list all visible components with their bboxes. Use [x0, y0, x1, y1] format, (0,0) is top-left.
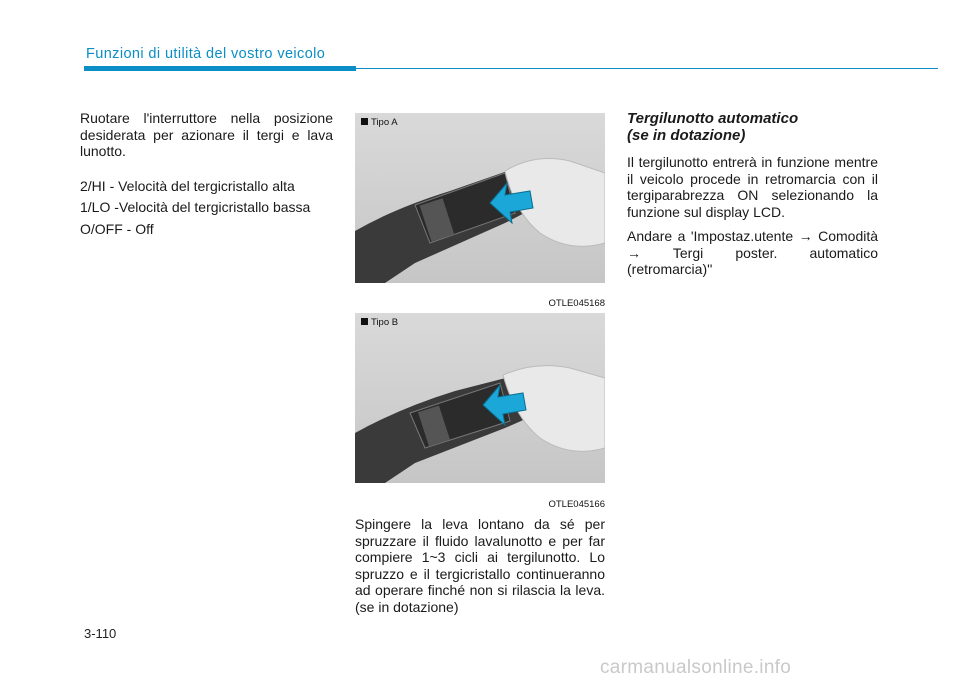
- list-item-value-text: Velocità del tergicristallo bassa: [118, 199, 311, 215]
- figure-label: [361, 317, 398, 328]
- figure-label: [361, 117, 398, 128]
- figure-code: OTLE045168: [548, 298, 605, 309]
- auto-wiper-paragraph: Il tergilunotto entrerà in funzione mentre il veicolo procede in retromarcia con il tergiparabrezza ON selezionando la funzione sul display LCD.: [627, 154, 878, 220]
- page-number: 3-110: [84, 626, 117, 641]
- section-title-line2: (se in dotazione): [627, 127, 746, 144]
- middle-paragraph: Spingere la leva lontano da sé per spruzzare il fluido lavalunotto e per far compiere 1~3 cicli ai tergilunotto. Lo spruzzo e il tergicristallo continueranno ad operare finché non si rilascia la leva. (se in dotazione): [355, 516, 605, 615]
- right-column: [627, 110, 878, 286]
- header-accent-bar: [84, 66, 356, 71]
- settings-path-paragraph: [627, 228, 878, 278]
- figure-type-b: [355, 313, 605, 483]
- middle-column-text: [355, 516, 605, 623]
- list-item: [80, 199, 333, 216]
- wiper-lever-illustration-b: [355, 313, 605, 483]
- list-item: [80, 221, 333, 238]
- square-bullet-icon: [361, 318, 368, 325]
- arrow-right-icon: →: [798, 228, 813, 244]
- section-title: [627, 110, 878, 144]
- settings-path-part3: Tergi poster. automatico (retromarcia)'': [627, 244, 879, 277]
- settings-path-part2: Comodità: [818, 228, 879, 244]
- left-column: [80, 110, 333, 242]
- intro-paragraph: Ruotare l'interruttore nella posizione desiderata per azionare il tergi e lava lunotto.: [80, 110, 333, 159]
- watermark: carmanualsonline.info: [600, 657, 792, 678]
- list-item-key: 1/LO -: [80, 199, 119, 215]
- arrow-right-icon: →: [627, 244, 641, 261]
- section-header-title: Funzioni di utilità del vostro veicolo: [86, 46, 326, 62]
- square-bullet-icon: [361, 118, 368, 125]
- section-title-line1: Tergilunotto automatico: [627, 110, 799, 127]
- figure-type-a: [355, 113, 605, 283]
- header-rule: [356, 68, 938, 69]
- figure-code: OTLE045166: [548, 499, 605, 510]
- list-item: [80, 178, 333, 195]
- list-item-text: 2/HI - Velocità del tergicristallo alta: [80, 177, 295, 194]
- settings-path-part1: Andare a 'Impostaz.utente: [627, 228, 794, 244]
- figure-label-text: Tipo A: [371, 117, 398, 128]
- figure-label-text: Tipo B: [371, 317, 399, 328]
- wiper-lever-illustration-a: [355, 113, 605, 283]
- list-item-value: [119, 199, 333, 216]
- list-item-text: O/OFF - Off: [80, 220, 154, 237]
